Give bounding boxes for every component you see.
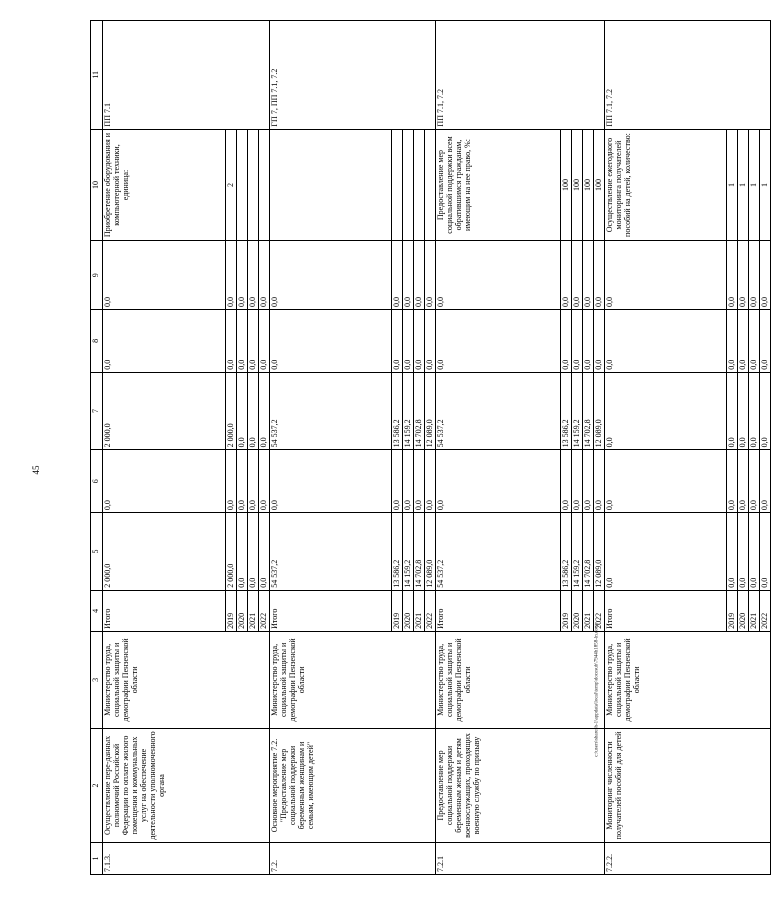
extra-budget: 0,0 (403, 241, 414, 310)
federal-budget: 0,0 (403, 450, 414, 513)
extra-budget: 0,0 (392, 241, 403, 310)
local-budget: 0,0 (749, 309, 760, 372)
total-funding: 0,0 (749, 513, 760, 591)
local-budget: 0,0 (270, 309, 392, 372)
extra-budget: 0,0 (103, 241, 226, 310)
measure-number: 7.2. (270, 843, 436, 875)
indicator-value: 1 (727, 129, 738, 241)
local-budget: 0,0 (392, 309, 403, 372)
page-number: 45 (31, 465, 41, 475)
local-budget: 0,0 (738, 309, 749, 372)
regional-budget: 0,0 (248, 372, 259, 450)
year-cell: 2020 (403, 590, 414, 631)
total-funding: 0,0 (248, 513, 259, 591)
regional-budget: 13 586,2 (561, 372, 572, 450)
local-budget: 0,0 (605, 309, 727, 372)
measure-number: 7.2.2. (605, 843, 771, 875)
federal-budget: 0,0 (237, 450, 248, 513)
regional-budget: 14 702,8 (414, 372, 425, 450)
year-cell: 2021 (749, 590, 760, 631)
federal-budget: 0,0 (226, 450, 237, 513)
regional-budget: 2 000,0 (226, 372, 237, 450)
column-number: 1 (91, 843, 103, 875)
extra-budget: 0,0 (727, 241, 738, 310)
indicator-value: 2 (226, 129, 237, 241)
column-number: 3 (91, 631, 103, 728)
table-row (605, 21, 727, 875)
table-row (103, 21, 226, 875)
regional-budget: 12 089,0 (594, 372, 605, 450)
indicator-value: 100 (561, 129, 572, 241)
year-cell: 2021 (414, 590, 425, 631)
local-budget: 0,0 (594, 309, 605, 372)
federal-budget: 0,0 (392, 450, 403, 513)
federal-budget: 0,0 (248, 450, 259, 513)
year-cell: 2020 (572, 590, 583, 631)
table-row (436, 21, 561, 875)
program-link: ГП 7, ПП 7.1, 7.2 (270, 21, 436, 130)
year-cell: Итого (605, 590, 727, 631)
column-number: 8 (91, 309, 103, 372)
column-number: 6 (91, 450, 103, 513)
local-budget: 0,0 (103, 309, 226, 372)
indicator-value (248, 129, 259, 241)
regional-budget: 14 159,2 (403, 372, 414, 450)
column-number-row (91, 21, 103, 875)
measure-name: Основное мероприятие 7.2. "Предоставление мер социальной поддержки беременным женщинам и семьям, имеющим детей" (270, 728, 436, 842)
indicator: Предоставление мер социальной поддержки всем обратившимся гражданам, имеющим на нее право, %: (436, 129, 561, 241)
executor: Министерство труда, социальной защиты и демографии Пензенской области (103, 631, 270, 728)
regional-budget: 0,0 (605, 372, 727, 450)
federal-budget: 0,0 (605, 450, 727, 513)
column-number: 10 (91, 129, 103, 241)
indicator-value: 1 (760, 129, 771, 241)
total-funding: 14 159,2 (403, 513, 414, 591)
year-cell: 2020 (738, 590, 749, 631)
total-funding: 12 089,0 (594, 513, 605, 591)
indicator-value: 100 (572, 129, 583, 241)
regional-budget: 0,0 (760, 372, 771, 450)
indicator-value (259, 129, 270, 241)
regional-budget: 2 000,0 (103, 372, 226, 450)
extra-budget: 0,0 (425, 241, 436, 310)
year-cell: 2022 (425, 590, 436, 631)
measure-name: Осуществление пере-данных полномочий Российской Федерации по оплате жилого помещения и коммунальных услуг на обеспечение деятельности уполномоченного органа (103, 728, 270, 842)
column-number: 11 (91, 21, 103, 130)
column-number: 2 (91, 728, 103, 842)
total-funding: 0,0 (237, 513, 248, 591)
local-budget: 0,0 (403, 309, 414, 372)
federal-budget: 0,0 (259, 450, 270, 513)
extra-budget: 0,0 (237, 241, 248, 310)
regional-budget: 14 702,8 (583, 372, 594, 450)
regional-budget: 54 537,2 (270, 372, 392, 450)
federal-budget: 0,0 (414, 450, 425, 513)
year-cell: 2021 (248, 590, 259, 631)
federal-budget: 0,0 (561, 450, 572, 513)
regional-budget: 13 586,2 (392, 372, 403, 450)
federal-budget: 0,0 (760, 450, 771, 513)
local-budget: 0,0 (583, 309, 594, 372)
year-cell: Итого (436, 590, 561, 631)
indicator-value: 100 (583, 129, 594, 241)
federal-budget: 0,0 (103, 450, 226, 513)
year-cell: 2019 (727, 590, 738, 631)
extra-budget: 0,0 (572, 241, 583, 310)
federal-budget: 0,0 (270, 450, 392, 513)
extra-budget: 0,0 (561, 241, 572, 310)
program-link: ПП 7.1 (103, 21, 270, 130)
year-cell: Итого (103, 590, 226, 631)
extra-budget: 0,0 (270, 241, 392, 310)
year-cell: 2019 (561, 590, 572, 631)
federal-budget: 0,0 (583, 450, 594, 513)
total-funding: 13 586,2 (392, 513, 403, 591)
total-funding: 54 537,2 (436, 513, 561, 591)
regional-budget: 12 089,0 (425, 372, 436, 450)
column-number: 7 (91, 372, 103, 450)
executor: Министерство труда, социальной защиты и демографии Пензенской области (270, 631, 436, 728)
local-budget: 0,0 (226, 309, 237, 372)
federal-budget: 0,0 (572, 450, 583, 513)
extra-budget: 0,0 (436, 241, 561, 310)
local-budget: 0,0 (425, 309, 436, 372)
year-cell: 2022 (259, 590, 270, 631)
extra-budget: 0,0 (760, 241, 771, 310)
local-budget: 0,0 (760, 309, 771, 372)
measure-name: Предоставление мер социальной поддержки беременным женам и детям военнослужащих, проходящих военную службу по призыву (436, 728, 605, 842)
measure-number: 7.2.1 (436, 843, 605, 875)
local-budget: 0,0 (414, 309, 425, 372)
local-budget: 0,0 (572, 309, 583, 372)
local-budget: 0,0 (436, 309, 561, 372)
total-funding: 14 159,2 (572, 513, 583, 591)
extra-budget: 0,0 (749, 241, 760, 310)
total-funding: 2 000,0 (226, 513, 237, 591)
total-funding: 12 089,0 (425, 513, 436, 591)
regional-budget: 54 537,2 (436, 372, 561, 450)
footer-file-path: c:\users\sharesh-1\appdata\local\temp\docesub\7944h1858-ln.docx (594, 623, 600, 757)
federal-budget: 0,0 (738, 450, 749, 513)
federal-budget: 0,0 (749, 450, 760, 513)
indicator-value (425, 129, 436, 241)
year-cell: 2019 (392, 590, 403, 631)
local-budget: 0,0 (248, 309, 259, 372)
total-funding: 0,0 (259, 513, 270, 591)
extra-budget: 0,0 (248, 241, 259, 310)
column-number: 9 (91, 241, 103, 310)
year-cell: Итого (270, 590, 392, 631)
federal-budget: 0,0 (727, 450, 738, 513)
table-row (270, 21, 392, 875)
indicator-value (403, 129, 414, 241)
regional-budget: 0,0 (738, 372, 749, 450)
regional-budget: 0,0 (237, 372, 248, 450)
total-funding: 0,0 (760, 513, 771, 591)
federal-budget: 0,0 (425, 450, 436, 513)
local-budget: 0,0 (727, 309, 738, 372)
executor: Министерство труда, социальной защиты и демографии Пензенской области (605, 631, 771, 728)
extra-budget: 0,0 (605, 241, 727, 310)
extra-budget: 0,0 (226, 241, 237, 310)
column-number: 4 (91, 590, 103, 631)
regional-budget: 0,0 (727, 372, 738, 450)
indicator-value (237, 129, 248, 241)
total-funding: 2 000,0 (103, 513, 226, 591)
year-cell: 2022 (594, 590, 605, 631)
regional-budget: 0,0 (749, 372, 760, 450)
measure-name: Мониторинг численности получателей пособий для детей (605, 728, 771, 842)
indicator-value: 1 (738, 129, 749, 241)
regional-budget: 14 159,2 (572, 372, 583, 450)
federal-budget: 0,0 (436, 450, 561, 513)
local-budget: 0,0 (259, 309, 270, 372)
indicator-value (392, 129, 403, 241)
indicator: Осуществление ежегодного мониторинга получателей пособий на детей, количество: (605, 129, 727, 241)
total-funding: 0,0 (605, 513, 727, 591)
extra-budget: 0,0 (738, 241, 749, 310)
local-budget: 0,0 (237, 309, 248, 372)
indicator: Приобретение оборудования и компьютерной техники, единица: (103, 129, 226, 241)
indicator-value (414, 129, 425, 241)
extra-budget: 0,0 (583, 241, 594, 310)
total-funding: 54 537,2 (270, 513, 392, 591)
program-link: ПП 7.1, 7.2 (605, 21, 771, 130)
total-funding: 14 702,8 (414, 513, 425, 591)
local-budget: 0,0 (561, 309, 572, 372)
column-number: 5 (91, 513, 103, 591)
indicator-value: 1 (749, 129, 760, 241)
extra-budget: 0,0 (259, 241, 270, 310)
year-cell: 2022 (760, 590, 771, 631)
year-cell: 2020 (237, 590, 248, 631)
total-funding: 13 586,2 (561, 513, 572, 591)
extra-budget: 0,0 (594, 241, 605, 310)
year-cell: 2019 (226, 590, 237, 631)
total-funding: 14 702,8 (583, 513, 594, 591)
program-measures-table (90, 20, 771, 875)
program-link: ПП 7.1, 7.2 (436, 21, 605, 130)
measure-number: 7.1.3. (103, 843, 270, 875)
regional-budget: 0,0 (259, 372, 270, 450)
total-funding: 0,0 (727, 513, 738, 591)
indicator (270, 129, 392, 241)
year-cell: 2021 (583, 590, 594, 631)
indicator-value: 100 (594, 129, 605, 241)
federal-budget: 0,0 (594, 450, 605, 513)
executor: Министерство труда, социальной защиты и демографии Пензенской области (436, 631, 605, 728)
extra-budget: 0,0 (414, 241, 425, 310)
total-funding: 0,0 (738, 513, 749, 591)
